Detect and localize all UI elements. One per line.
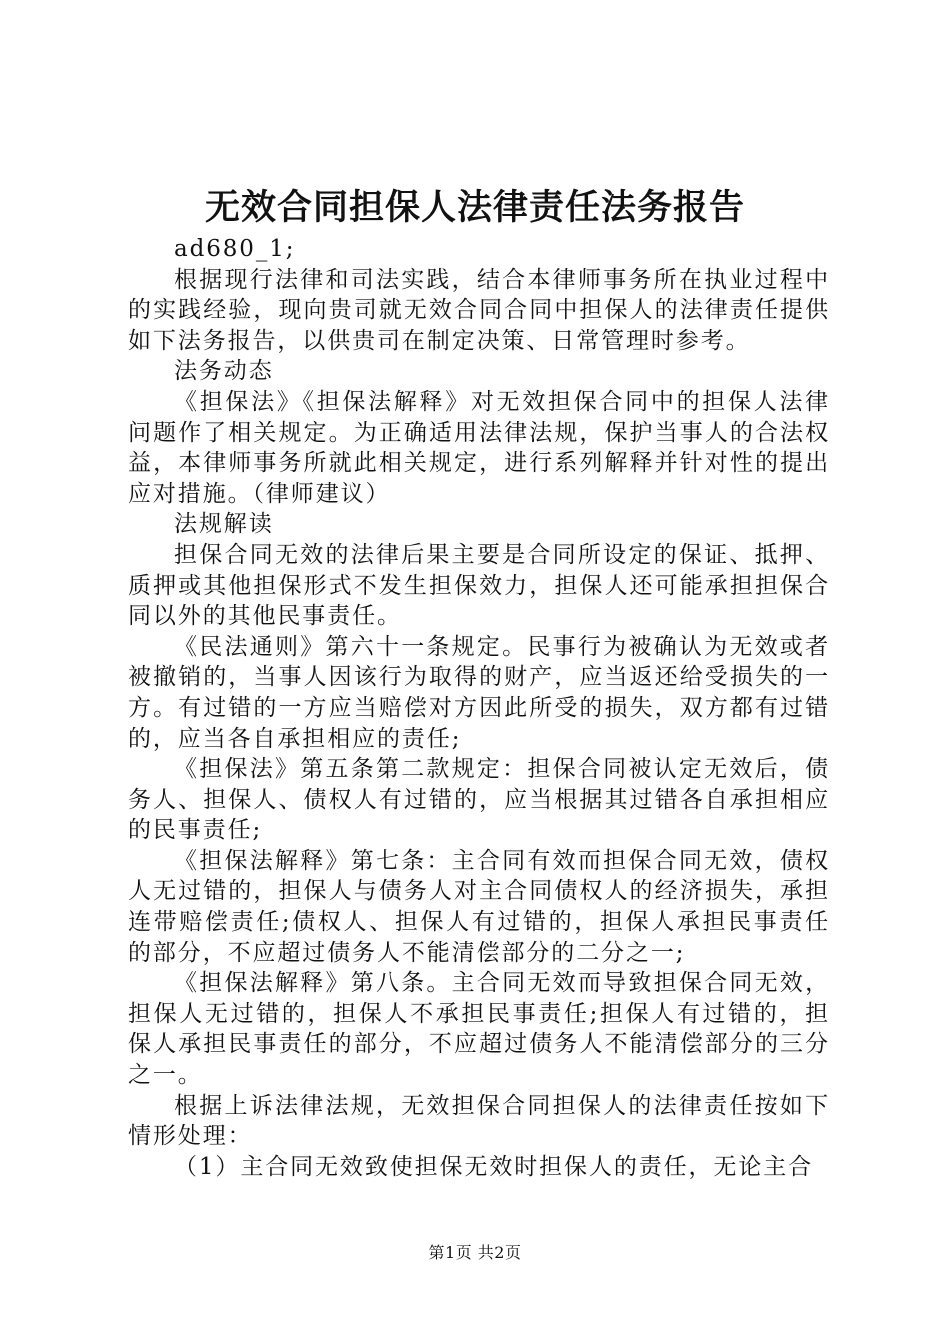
paragraph-summary: 根据上诉法律法规，无效担保合同担保人的法律责任按如下情形处理： [128, 1092, 830, 1150]
paragraph-code: ad680_1; [174, 236, 296, 262]
document-title: 无效合同担保人法律责任法务报告 [204, 187, 745, 228]
paragraph-interpretation-art7: 《担保法解释》第七条：主合同有效而担保合同无效，债权人无过错的，担保人与债务人对主合同债权人的经济损失，承担连带赔偿责任;债权人、担保人有过错的，担保人承担民事责任的部分，不应超过债务人不能清偿部分的二分之一; [128, 847, 830, 966]
section-heading-legal-news: 法务动态 [174, 358, 274, 385]
paragraph-consequence: 担保合同无效的法律后果主要是合同所设定的保证、抵押、质押或其他担保形式不发生担保效力，担保人还可能承担担保合同以外的其他民事责任。 [128, 541, 830, 630]
paragraph-interpretation-art8: 《担保法解释》第八条。主合同无效而导致担保合同无效，担保人无过错的，担保人不承担民事责任;担保人有过错的，担保人承担民事责任的部分，不应超过债务人不能清偿部分的三分之一。 [128, 970, 830, 1089]
paragraph-legal-news: 《担保法》《担保法解释》对无效担保合同中的担保人法律问题作了相关规定。为正确适用法律法规，保护当事人的合法权益，本律师事务所就此相关规定，进行系列解释并针对性的提出应对措施。（律师建议） [128, 388, 830, 507]
document-body [128, 234, 830, 1182]
paragraph-intro: 根据现行法律和司法实践，结合本律师事务所在执业过程中的实践经验，现向贵司就无效合同合同中担保人的法律责任提供如下法务报告，以供贵司在制定决策、日常管理时参考。 [128, 266, 830, 354]
paragraph-guarantee-law-art5: 《担保法》第五条第二款规定：担保合同被认定无效后，债务人、担保人、债权人有过错的，应当根据其过错各自承担相应的民事责任; [128, 756, 830, 844]
section-heading-regulation-reading: 法规解读 [174, 511, 274, 538]
page-footer: 第1页 共2页 [428, 1243, 522, 1262]
paragraph-civil-law: 《民法通则》第六十一条规定。民事行为被确认为无效或者被撤销的，当事人因该行为取得的财产，应当返还给受损失的一方。有过错的一方应当赔偿对方因此所受的损失，双方都有过错的，应当各自承担相应的责任; [128, 633, 830, 752]
paragraph-case-1: （1）主合同无效致使担保无效时担保人的责任，无论主合 [174, 1153, 814, 1180]
